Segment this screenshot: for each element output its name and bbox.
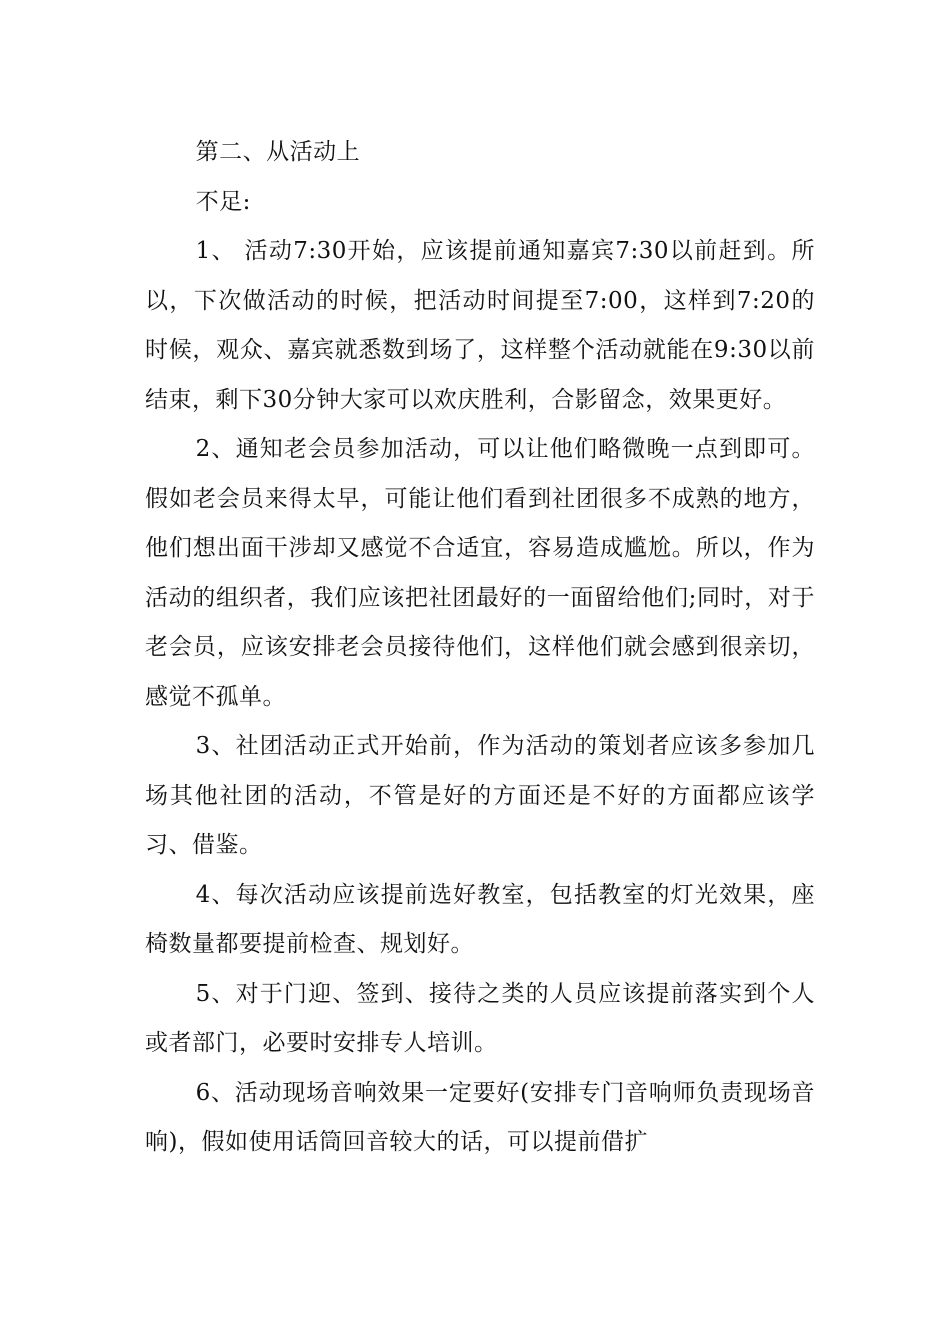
subheading: 不足: — [195, 188, 251, 215]
paragraph-3: 3、社团活动正式开始前，作为活动的策划者应该多参加几场其他社团的活动，不管是好的方面还是不好的方面都应该学习、借鉴。 — [145, 733, 815, 858]
paragraph-1: 1、 活动7:30开始，应该提前通知嘉宾7:30以前赶到。所以，下次做活动的时候，把活动时间提至7:00，这样到7:20的时候，观众、嘉宾就悉数到场了，这样整个活动就能在9:30以前结束，剩下30分钟大家可以欢庆胜利，合影留念，效果更好。 — [145, 238, 815, 413]
paragraph-5: 5、对于门迎、签到、接待之类的人员应该提前落实到个人或者部门，必要时安排专人培训。 — [145, 980, 815, 1056]
paragraph-2: 2、通知老会员参加活动，可以让他们略微晚一点到即可。假如老会员来得太早，可能让他们看到社团很多不成熟的地方，他们想出面干涉却又感觉不合适宜，容易造成尴尬。所以，作为活动的组织者，我们应该把社团最好的一面留给他们;同时，对于老会员，应该安排老会员接待他们，这样他们就会感到很亲切，感觉不孤单。 — [145, 436, 815, 710]
paragraph-4: 4、每次活动应该提前选好教室，包括教室的灯光效果，座椅数量都要提前检查、规划好。 — [145, 881, 815, 957]
document-body — [145, 128, 815, 1168]
paragraph-6: 6、活动现场音响效果一定要好(安排专门音响师负责现场音响)，假如使用话筒回音较大的话，可以提前借扩 — [145, 1079, 815, 1155]
section-title: 第二、从活动上 — [195, 139, 361, 165]
